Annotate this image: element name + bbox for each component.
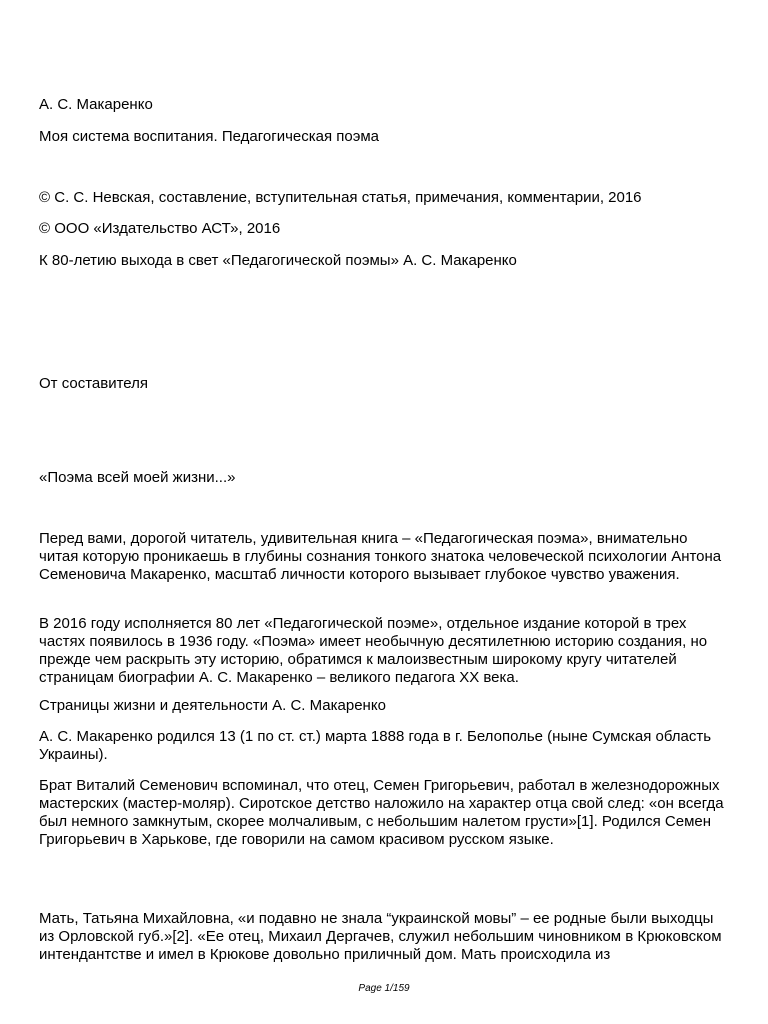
copyright-text: ООО «Издательство АСТ», 2016 [54,220,281,237]
copyright-icon: © [39,220,51,237]
epigraph: «Поэма всей моей жизни...» [39,469,236,486]
section-heading: От составителя [39,375,149,392]
copyright-icon: © [39,189,51,206]
paragraph: Перед вами, дорогой читатель, удивительная книга – «Педагогическая поэма», внимательно читая которую проникаешь в глубины сознания тонкого знатока человеческой психологии Антона Семеновича Макаренко, масштаб личности которого вызывает глубокое чувство уважения. [39,530,722,583]
copyright-line [39,189,729,207]
copyright-line [39,220,729,238]
dedication: К 80-летию выхода в свет «Педагогической поэмы» А. С. Макаренко [39,252,517,269]
page-number: Page 1/159 [358,983,410,994]
paragraph: Брат Виталий Семенович вспоминал, что отец, Семен Григорьевич, работал в железнодорожных мастерских (мастер-моляр). Сиротское детство наложило на характер отца свой след: «он всегда был немного замкнутым, скорее молчаливым, с небольшим налетом грусти»[1]. Родился Семен Григорьевич в Харькове, где говорили на самом красивом русском языке. [39,777,724,848]
book-title: Моя система воспитания. Педагогическая поэма [39,128,380,145]
paragraph: А. С. Макаренко родился 13 (1 по ст. ст.) марта 1888 года в г. Белополье (ныне Сумская область Украины). [39,728,712,763]
subsection-heading: Страницы жизни и деятельности А. С. Макаренко [39,697,386,714]
copyright-text: С. С. Невская, составление, вступительная статья, примечания, комментарии, 2016 [54,189,642,206]
paragraph: В 2016 году исполняется 80 лет «Педагогической поэме», отдельное издание которой в трех частях появилось в 1936 году. «Поэма» имеет необычную десятилетнюю историю создания, но прежде чем раскрыть эту историю, обратимся к малоизвестным широкому кругу читателей страницам биографии А. С. Макаренко – великого педагога XX века. [39,615,708,686]
paragraph: Мать, Татьяна Михайловна, «и подавно не знала “украинской мовы” – ее родные были выходцы из Орловской губ.»[2]. «Ее отец, Михаил Дергачев, служил небольшим чиновником в Крюковском интендантстве и имел в Крюкове довольно приличный дом. Мать происходила из [39,910,722,963]
author-name: А. С. Макаренко [39,96,153,113]
